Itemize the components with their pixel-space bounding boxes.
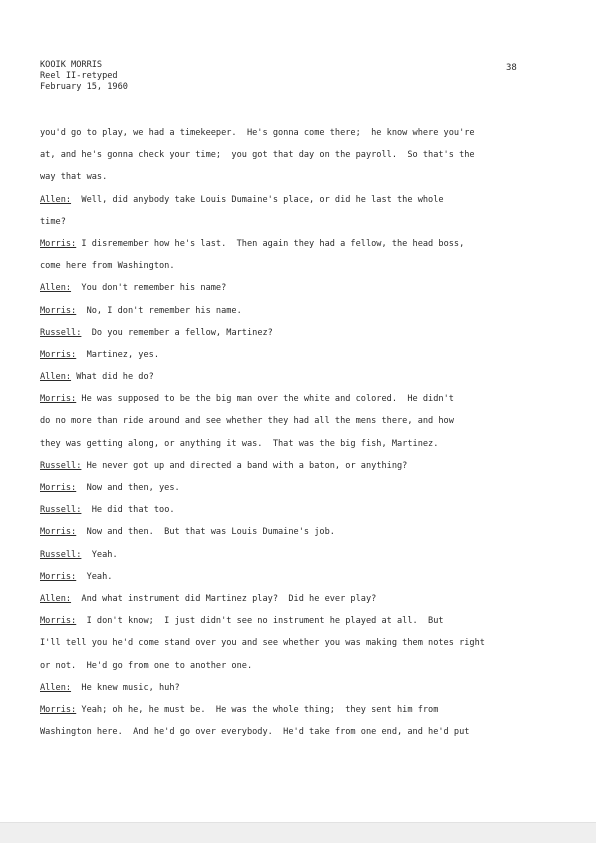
line-text: come here from Washington. xyxy=(40,261,175,272)
line-text: He was supposed to be the big man over the white and colored. He didn't xyxy=(76,394,454,405)
line-text: they was getting along, or anything it was. That was the big fish, Martinez. xyxy=(40,438,439,449)
line-text: Yeah. xyxy=(81,549,118,560)
transcript-line xyxy=(40,727,560,749)
transcript-line xyxy=(40,638,560,660)
speaker-name: Allen: xyxy=(40,283,72,294)
transcript-line xyxy=(40,572,560,594)
speaker-name: Russell: xyxy=(40,327,82,338)
transcript-line xyxy=(40,328,560,350)
speaker-label xyxy=(40,705,76,716)
line-text: And what instrument did Martinez play? Did he ever play? xyxy=(71,593,377,604)
viewer-bottom-strip xyxy=(0,822,596,843)
speaker-label xyxy=(40,328,81,339)
transcript-line xyxy=(40,594,560,616)
transcript-line xyxy=(40,705,560,727)
line-text: Washington here. And he'd go over everybody. He'd take from one end, and he'd put xyxy=(40,727,470,738)
speaker-label xyxy=(40,505,81,516)
speaker-name: Morris: xyxy=(40,483,77,493)
speaker-name: Morris: xyxy=(40,238,77,249)
page-number: 38 xyxy=(506,63,517,73)
line-text: No, I don't remember his name. xyxy=(76,305,242,316)
transcript-line xyxy=(40,661,560,683)
transcript-line xyxy=(40,394,560,416)
speaker-label xyxy=(40,239,76,250)
speaker-label xyxy=(40,527,76,538)
transcript-line xyxy=(40,416,560,438)
line-text: Martinez, yes. xyxy=(76,349,160,360)
speaker-name: Russell: xyxy=(40,460,82,471)
transcript-line xyxy=(40,217,560,239)
transcript-line xyxy=(40,150,560,172)
header-date: February 15, 1960 xyxy=(40,82,128,92)
speaker-name: Morris: xyxy=(40,305,77,316)
speaker-name: Allen: xyxy=(40,194,72,205)
speaker-label xyxy=(40,195,71,206)
line-text: I don't know; I just didn't see no instrument he played at all. But xyxy=(76,616,444,627)
speaker-name: Morris: xyxy=(40,616,77,627)
header-name: KOOIK MORRIS xyxy=(40,60,103,70)
transcript-line xyxy=(40,195,560,217)
speaker-name: Morris: xyxy=(40,571,77,582)
transcript-line xyxy=(40,261,560,283)
line-text: you'd go to play, we had a timekeeper. He's gonna come there; he know where you're xyxy=(40,128,475,138)
line-text: at, and he's gonna check your time; you got that day on the payroll. So that's the xyxy=(40,150,475,161)
speaker-name: Russell: xyxy=(40,505,82,516)
transcript-line xyxy=(40,439,560,461)
transcript-line xyxy=(40,461,560,483)
line-text: Now and then. But that was Louis Dumaine's job. xyxy=(76,527,335,538)
transcript-line xyxy=(40,128,560,150)
speaker-label xyxy=(40,683,71,694)
line-text: You don't remember his name? xyxy=(71,283,227,294)
speaker-label xyxy=(40,550,81,561)
transcript-line xyxy=(40,172,560,194)
speaker-name: Morris: xyxy=(40,349,77,360)
line-text: do no more than ride around and see whether they had all the mens there, and how xyxy=(40,416,454,427)
speaker-label xyxy=(40,394,76,405)
line-text: He knew music, huh? xyxy=(71,682,180,693)
line-text: What did he do? xyxy=(71,372,154,383)
speaker-name: Morris: xyxy=(40,704,77,715)
speaker-name: Allen: xyxy=(40,682,72,693)
speaker-name: Morris: xyxy=(40,394,77,405)
transcript-line xyxy=(40,616,560,638)
line-text: time? xyxy=(40,216,66,227)
line-text: way that was. xyxy=(40,172,108,183)
line-text: I disremember how he's last. Then again they had a fellow, the head boss, xyxy=(76,238,465,249)
transcript-body xyxy=(40,128,560,749)
line-text: Now and then, yes. xyxy=(76,483,180,493)
speaker-name: Allen: xyxy=(40,593,72,604)
transcript-line xyxy=(40,350,560,372)
line-text: He did that too. xyxy=(81,505,175,516)
speaker-label xyxy=(40,283,71,294)
line-text: I'll tell you he'd come stand over you and see whether you was making them notes right xyxy=(40,638,485,649)
transcript-line xyxy=(40,527,560,549)
transcript-line xyxy=(40,306,560,328)
speaker-label xyxy=(40,594,71,605)
speaker-label xyxy=(40,372,71,383)
transcript-line xyxy=(40,283,560,305)
speaker-label xyxy=(40,461,81,472)
speaker-name: Allen: xyxy=(40,372,72,383)
speaker-label xyxy=(40,572,76,583)
transcript-line xyxy=(40,372,560,394)
page-header xyxy=(40,60,128,93)
speaker-label xyxy=(40,350,76,361)
speaker-name: Morris: xyxy=(40,527,77,538)
transcript-line xyxy=(40,550,560,572)
transcript-line xyxy=(40,483,560,505)
transcript-line xyxy=(40,505,560,527)
speaker-label xyxy=(40,616,76,627)
speaker-name: Russell: xyxy=(40,549,82,560)
line-text: or not. He'd go from one to another one. xyxy=(40,660,253,671)
line-text: He never got up and directed a band with a baton, or anything? xyxy=(81,460,408,471)
line-text: Do you remember a fellow, Martinez? xyxy=(81,327,273,338)
line-text: Well, did anybody take Louis Dumaine's place, or did he last the whole xyxy=(71,194,444,205)
transcript-line xyxy=(40,239,560,261)
header-reel: Reel II-retyped xyxy=(40,71,118,81)
speaker-label xyxy=(40,306,76,317)
transcript-line xyxy=(40,683,560,705)
line-text: Yeah. xyxy=(76,571,113,582)
line-text: Yeah; oh he, he must be. He was the whole thing; they sent him from xyxy=(76,704,439,715)
speaker-label xyxy=(40,483,76,494)
